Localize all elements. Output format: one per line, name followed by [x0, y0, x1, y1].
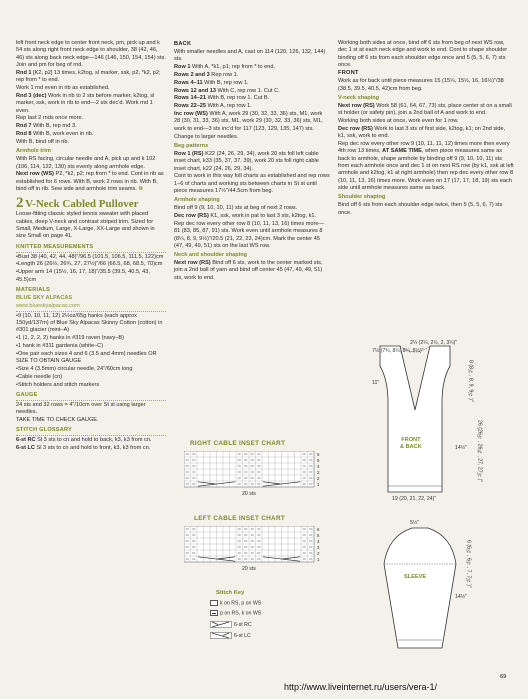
chart-row-number: 1 [317, 556, 320, 562]
text-block: With RS facing, circular needle and A, pick up and k 102 (106, 114, 122, 130) sts evenly along armhole edge. [16, 156, 156, 170]
row-text: Bind off 6 sts, work to the center marked sts, join a 2nd ball of yarn and bind off center 45 (47, 49, 49, 51) sts, work to end. [174, 260, 323, 281]
key-purl [210, 610, 261, 618]
pattern-title [16, 196, 166, 211]
rnd-label: Rnd 8 [16, 131, 32, 138]
section-heading: Shoulder shaping [338, 194, 386, 201]
sleeve-outline [384, 528, 456, 648]
row-label: Rows 12 and 13 [174, 87, 216, 94]
material-item: • 1 (1, 2, 2, 2) hanks in #319 raven (navy–B) [16, 335, 166, 342]
key-label: 6-st LC [234, 632, 251, 639]
chart-row-number: 6 [317, 526, 320, 532]
column-middle [174, 40, 330, 283]
chart-row-number: 5 [317, 532, 320, 538]
right-cable-chart [184, 451, 324, 491]
left-chart-sts: 20 sts [242, 566, 256, 572]
back-heading: BACK [174, 41, 192, 47]
materials-heading: MATERIALS [16, 286, 51, 293]
material-item: • One pair each sizes 4 and 6 (3.5 and 4mm) needles OR SIZE TO OBTAIN GAUGE [16, 351, 166, 366]
text-block: Change to larger needles. [174, 133, 239, 140]
text-block: Work 1 rnd even in rib as established. [16, 85, 110, 92]
row-text: Work 58 (61, 64, 67, 73) sts, place center st on a small st holder (or safety pin), join a 2nd ball of A and work to end. [338, 102, 512, 117]
key-label: p on RS, k on WS [220, 610, 262, 617]
section-heading: Armhole shaping [174, 197, 220, 204]
gauge-text: 24 sts and 32 rows = 4"/10cm over St st using larger needles. [16, 401, 146, 416]
row-label: Next row (RS) [338, 102, 375, 109]
sleeve-length: 14½" [455, 594, 467, 600]
row-label: Dec row (RS) [338, 125, 373, 132]
text-block: Working both sides at once, bind off 6 sts from beg of next WS row, dec 1 st at each neck edge and work to end. Cont to shape shoulder binding off 6 sts from each shoulder edge once and 5 (5, 5, 6, 7) sts once. [338, 40, 508, 69]
measurement-item: • Bust 38 (40, 42, 44, 48)"/96.5 (101.5, 106.5, 111.5, 122)cm [16, 254, 166, 261]
row-label: Rows 22–25 [174, 103, 207, 110]
shoulder-width: 2¼ (2¼, 2½, 2, 3¼)" [410, 340, 458, 346]
row-label: Next row (RS) [174, 260, 211, 267]
page-number: 69 [500, 674, 507, 680]
text-block: With B, bind off in rib. [16, 138, 70, 145]
gauge-check: TAKE TIME TO CHECK GAUGE. [16, 416, 99, 423]
lc-cable-symbol-icon [210, 632, 232, 639]
chart-row-number: 3 [317, 544, 320, 550]
chart-row-number: 4 [317, 463, 320, 469]
row-label: Rows 4–11 [174, 79, 203, 86]
front-back-label: FRONT & BACK [400, 437, 422, 451]
row-label: Rows 2 and 3 [174, 71, 210, 78]
end-mark-icon: ❁ [138, 186, 144, 193]
right-chart-title: RIGHT CABLE INSET CHART [190, 440, 286, 447]
measurements-heading: KNITTED MEASUREMENTS [16, 244, 166, 253]
yarn-url: www.blueskyalpacas.com [16, 303, 166, 312]
row-text: With A, *k1, p1; rep from * to end. [190, 64, 276, 71]
row-text: Rep row 1. [209, 71, 239, 78]
row-label: Next row (WS) [16, 171, 54, 178]
knit-symbol-icon [210, 600, 218, 606]
rnd-text: [K2, p2] 13 times, k2tog, sl marker, ssk, p2, *k2, p2; rep from * to end. [16, 69, 161, 84]
gauge-heading: GAUGE [16, 392, 166, 401]
intro-text: Loose-fitting classic styled tennis sweater with placed cables, deep V-neck and contrast striped trim. Sized for Small, Medium, Large, X-Large, XX-Large and shown in size Small on page 41. [16, 211, 155, 240]
row-label: Row 1 [174, 64, 191, 71]
neck-width: 7½ (7¾, 8¼, 8¼, 8½)" [372, 348, 424, 354]
front-back-outline [380, 346, 450, 492]
section-heading: Beg patterns [174, 142, 209, 149]
row-text: P2, *k2, p2; rep from * to end. Cont in rib as established for 6 rows. With B, work 2 rows in rib. With B, bind off in rib. Sew side and armhole trim seams. [16, 171, 164, 193]
row-text: With A, rep row 1. [206, 103, 252, 110]
armhole-depth: 8 (8¼, 8, 9, 9½)" [467, 360, 474, 402]
text-block: With smaller needles and A, cast on 114 (120, 126, 132, 144) sts. [174, 48, 326, 63]
text-block: left front neck edge to center front neck, pm, pick up and k 54 sts along right front neck edge to shoulder, 38 (42, 46, 46) sts along back neck edge—146 (146, 150, 154, 154) sts. Join and pm for beg of rnd. [16, 40, 166, 69]
chart-row-number: 6 [317, 451, 320, 457]
left-cable-chart [184, 526, 324, 566]
measurement-item: • Length 26 (26½, 26¾, 27, 27½)"/66 (66.5, 68, 68.5, 70)cm [16, 261, 166, 268]
sleeve-top-width: 5½" [410, 520, 420, 526]
rnd-label: Rnd 1 [16, 69, 32, 76]
row-label: Dec row (RS) [174, 213, 209, 220]
front-back-schematic [370, 340, 460, 500]
front-heading: FRONT [338, 70, 359, 77]
material-item: • 9 (10, 10, 11, 12) 2½oz/65g hanks (each approx 150yd/137m) of Blue Sky Alpacas Skinny Cotton (cotton) in #301 glacier (mint–A) [16, 313, 166, 335]
material-item: • Cable needle (cn) [16, 374, 166, 381]
rc-cable-symbol-icon [210, 621, 232, 628]
emphasis: AT SAME TIME [382, 148, 422, 155]
key-lc [210, 632, 251, 640]
measurement-item: • Upper arm 14 (15½, 16, 17, 18)"/35.5 (39.5, 40.5, 43, 45.5)cm [16, 269, 166, 284]
right-chart-sts: 20 sts [242, 491, 256, 497]
row-text: , when piece measures same as back to armhole, shape armhole by binding off 9 (9, 10, 10, 11) sts from each armhole once and dec 1 st on next RS row (by k1, ssk at left armhole and k2tog, k1 at right armhole) then rep dec every other row 8 (10, 11, 13, 16) times more. Work even on 17 (17, 17, 18, 19) sts each side until armhole measures same as back. [338, 148, 514, 192]
sleeve-label: SLEEVE [404, 574, 427, 580]
row-text: Rep dec row every other row 9 (10, 11, 11, 12) times more then every 4th row 13 times, [338, 140, 510, 155]
text-block: Cont to work in this way foll charts as established and rep rows 1–6 of charts and working sts between charts in St st until piece measures 17½"/44.5cm from beg. [174, 173, 330, 195]
left-chart-title: LEFT CABLE INSET CHART [194, 515, 286, 522]
chart-row-number: 2 [317, 475, 320, 481]
section-heading: Neck and shoulder shaping [174, 252, 248, 259]
row-label: Inc row (WS) [174, 111, 208, 118]
text-block: Rep last 2 rnds once more. [16, 115, 84, 122]
left-chart-cells [184, 526, 320, 562]
rnd-text: Work in rib to 2 sts before marker, k2tog, sl marker, ssk, work in rib to end—2 sts dec'd. Work rnd 1 even. [16, 92, 155, 114]
section-heading: Armhole trim [16, 148, 51, 155]
column-right [338, 40, 514, 217]
footer-url[interactable]: http://www.liveinternet.ru/users/vera-1/ [284, 682, 438, 692]
text-block: Working both sides at once, work even for 1 row. [338, 117, 459, 124]
side-length: 14½" [455, 445, 467, 451]
sleeve-cap-height: 6 (6¼, 6½, 7, 7½)" [465, 540, 472, 588]
purl-symbol-icon [210, 610, 218, 616]
glossary-term: 6-st LC [16, 445, 35, 451]
key-knit [210, 600, 261, 608]
row-text: With B, rep row 1. Cut B. [206, 95, 270, 102]
rnd-text: With B, rep rnd 3. [31, 123, 77, 130]
yarn-brand: BLUE SKY ALPACAS [16, 294, 73, 301]
rnd-text: With B, work even in rib. [31, 131, 94, 138]
chart-row-number: 3 [317, 469, 320, 475]
material-item: • 1 hank in #311 gardenia (white–C) [16, 343, 166, 350]
neck-depth: 11" [372, 380, 380, 386]
row-text: With B, rep row 1. [202, 79, 249, 86]
total-length: 26 (26½, 26¾, 27, 27½)" [476, 420, 483, 483]
text-block: Bind off 6 sts from each shoulder edge twice, then 5 (5, 5, 6, 7) sts once. [338, 202, 503, 216]
row-text: Work to last 3 sts of first side, k2tog, k1; on 2nd side, k1, ssk, work to end. [338, 125, 506, 140]
sleeve-schematic [380, 524, 460, 659]
key-label: k on RS, p on WS [220, 600, 262, 607]
right-chart-cells [184, 451, 320, 487]
column-left [16, 40, 166, 453]
key-rc [210, 621, 252, 629]
text-block: Rep dec row every other row 8 (10, 11, 13, 16) times more—81 (83, 85, 87, 91) sts. Work even until armhole measures 8 (8¼, 8, 9, 9½)"/20.5 (21, 22, 23, 24)cm. Mark the center 45 (47, 49, 49, 51) sts on the last WS row. [174, 220, 325, 249]
rnd-label: Rnd 7 [16, 123, 32, 130]
stitch-key-title: Stitch Key [216, 590, 245, 596]
rnd-label: Rnd 3 (dec) [16, 92, 47, 99]
text-block: Bind off 9 (9, 10, 10, 11) sts at beg of next 2 rows. [174, 205, 298, 212]
row-label: Row 1 (RS) [174, 150, 204, 157]
row-text: With A, work 29 (30, 32, 33, 36) sts, M1, work 28 (30, 31, 33, 36) sts, M1, work 29 (30, 32, 33, 36) sts, M1, work to end—3 sts inc'd for 117 (123, 129, 135, 147) sts. [174, 111, 323, 132]
row-text: K1, ssk, work in pat to last 3 sts, k2tog, k1. [208, 213, 317, 220]
glossary-term: 6-st RC [16, 437, 36, 444]
material-item: • Stitch holders and stitch markers [16, 382, 166, 389]
key-label: 6-st RC [234, 621, 252, 628]
material-item: • Size 4 (3.5mm) circular needle, 24"/60cm long [16, 366, 166, 373]
pattern-number: 2 [16, 195, 24, 212]
bust-width: 19 (20, 21, 22, 24)" [392, 496, 437, 502]
glossary-def: Sl 3 sts to cn and hold to front, k3, k3 from cn. [34, 445, 151, 451]
row-text: With C, rep row 1. Cut C. [215, 87, 280, 94]
chart-row-number: 2 [317, 550, 320, 556]
section-heading: V-neck shaping [338, 94, 380, 101]
chart-row-number: 5 [317, 457, 320, 463]
row-text: K22 (24, 26, 29, 34), work 20 sts foll left cable inset chart, k33 (35, 37, 37, 39), work 20 sts foll right cable inset chart, k22 (24, 26, 29, 34). [174, 150, 319, 172]
row-label: Rows 14–21 [174, 95, 207, 102]
chart-row-number: 4 [317, 538, 320, 544]
glossary-heading: STITCH GLOSSARY [16, 427, 166, 436]
glossary-def: Sl 3 sts to cn and hold to back, k3, k3 from cn. [35, 437, 152, 444]
text-block: Work as for back until piece measures 15 (15¼, 15½, 16, 16½)"/38 (38.5, 39.5, 40.5, 42)cm from beg. [338, 78, 504, 92]
chart-row-number: 1 [317, 481, 320, 487]
pattern-name: V-Neck Cabled Pullover [25, 198, 139, 211]
